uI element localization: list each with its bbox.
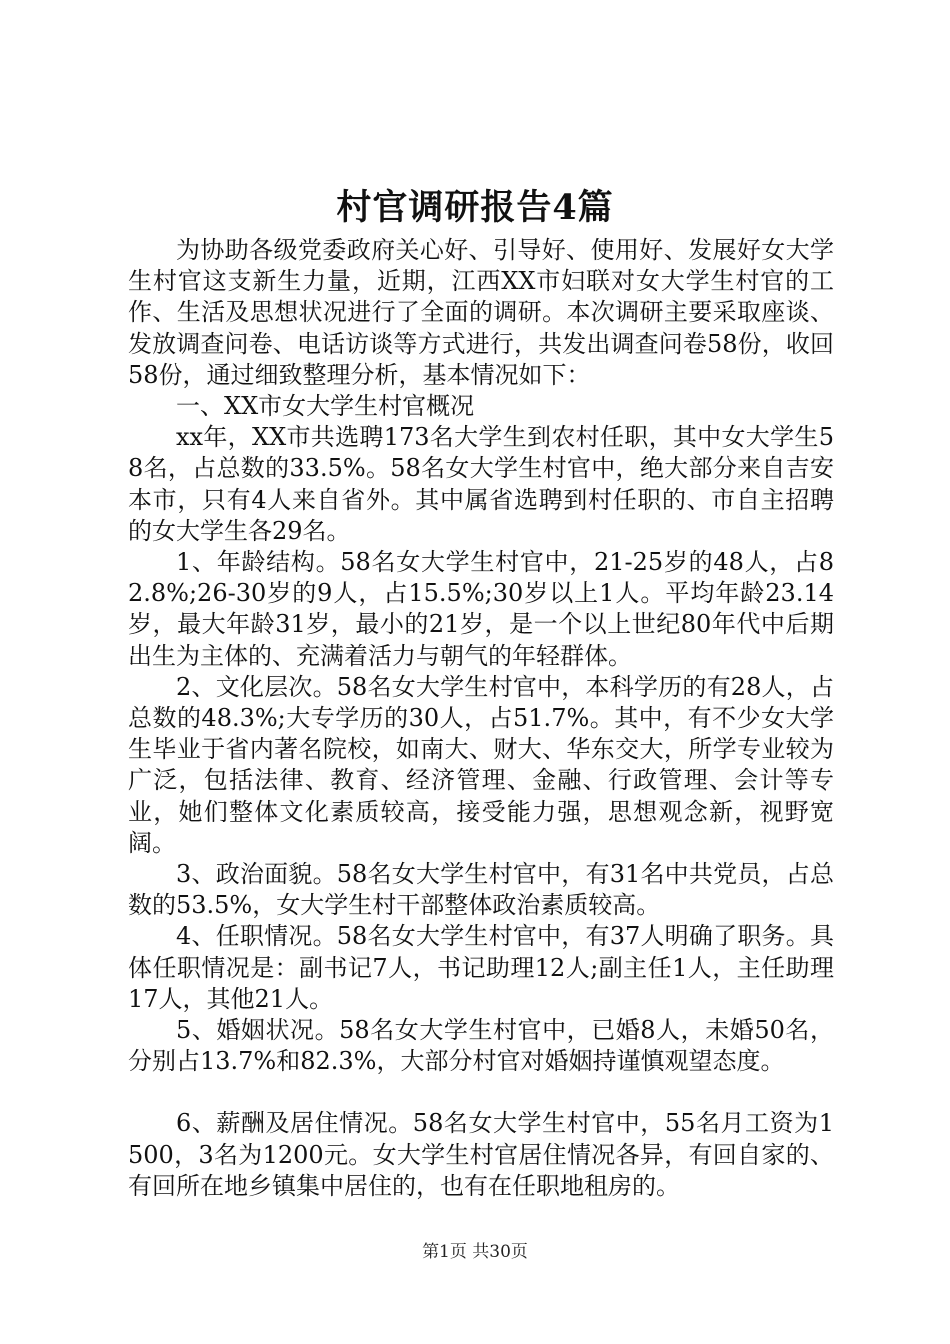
paragraph-salary-housing: 6、薪酬及居住情况。58名女大学生村官中，55名月工资为1500，3名为1200元。女大学生村官居住情况各异，有回自家的、有回所在地乡镇集中居住的，也有在任职地租房的。 <box>128 1109 834 1200</box>
paragraph-education-level: 2、文化层次。58名女大学生村官中，本科学历的有28人，占总数的48.3%;大专学历的30人，占51.7%。其中，有不少女大学生毕业于省内著名院校，如南大、财大、华东交大，所学专业较为广泛，包括法律、教育、经济管理、金融、行政管理、会计等专业，她们整体文化素质较高，接受能力强，思想观念新，视野宽阔。 <box>128 672 834 857</box>
paragraph-political-status: 3、政治面貌。58名女大学生村官中，有31名中共党员，占总数的53.5%，女大学生村干部整体政治素质较高。 <box>128 860 834 920</box>
paragraph-age-structure: 1、年龄结构。58名女大学生村官中，21-25岁的48人，占82.8%;26-30岁的9人，占15.5%;30岁以上1人。平均年龄23.14岁，最大年龄31岁，最小的21岁，是一个以上世纪80年代中后期出生为主体的、充满着活力与朝气的年轻群体。 <box>128 548 834 670</box>
document-body <box>128 235 834 1202</box>
section-heading-overview: 一、XX市女大学生村官概况 <box>176 392 475 421</box>
paragraph-overview: xx年，XX市共选聘173名大学生到农村任职，其中女大学生58名，占总数的33.5%。58名女大学生村官中，绝大部分来自吉安本市，只有4人来自省外。其中属省选聘到村任职的、市自主招聘的女大学生各29名。 <box>128 423 834 545</box>
paragraph-intro: 为协助各级党委政府关心好、引导好、使用好、发展好女大学生村官这支新生力量，近期，江西XX市妇联对女大学生村官的工作、生活及思想状况进行了全面的调研。本次调研主要采取座谈、发放调查问卷、电话访谈等方式进行，共发出调查问卷58份，收回58份，通过细致整理分析，基本情况如下： <box>128 236 834 389</box>
paragraph-marital-status: 5、婚姻状况。58名女大学生村官中，已婚8人，未婚50名，分别占13.7%和82.3%，大部分村官对婚姻持谨慎观望态度。 <box>128 1016 834 1076</box>
page-number-footer: 第1页 共30页 <box>422 1242 528 1262</box>
paragraph-position: 4、任职情况。58名女大学生村官中，有37人明确了职务。具体任职情况是：副书记7人，书记助理12人;副主任1人，主任助理17人，其他21人。 <box>128 922 834 1013</box>
document-title: 村官调研报告4篇 <box>336 187 614 228</box>
